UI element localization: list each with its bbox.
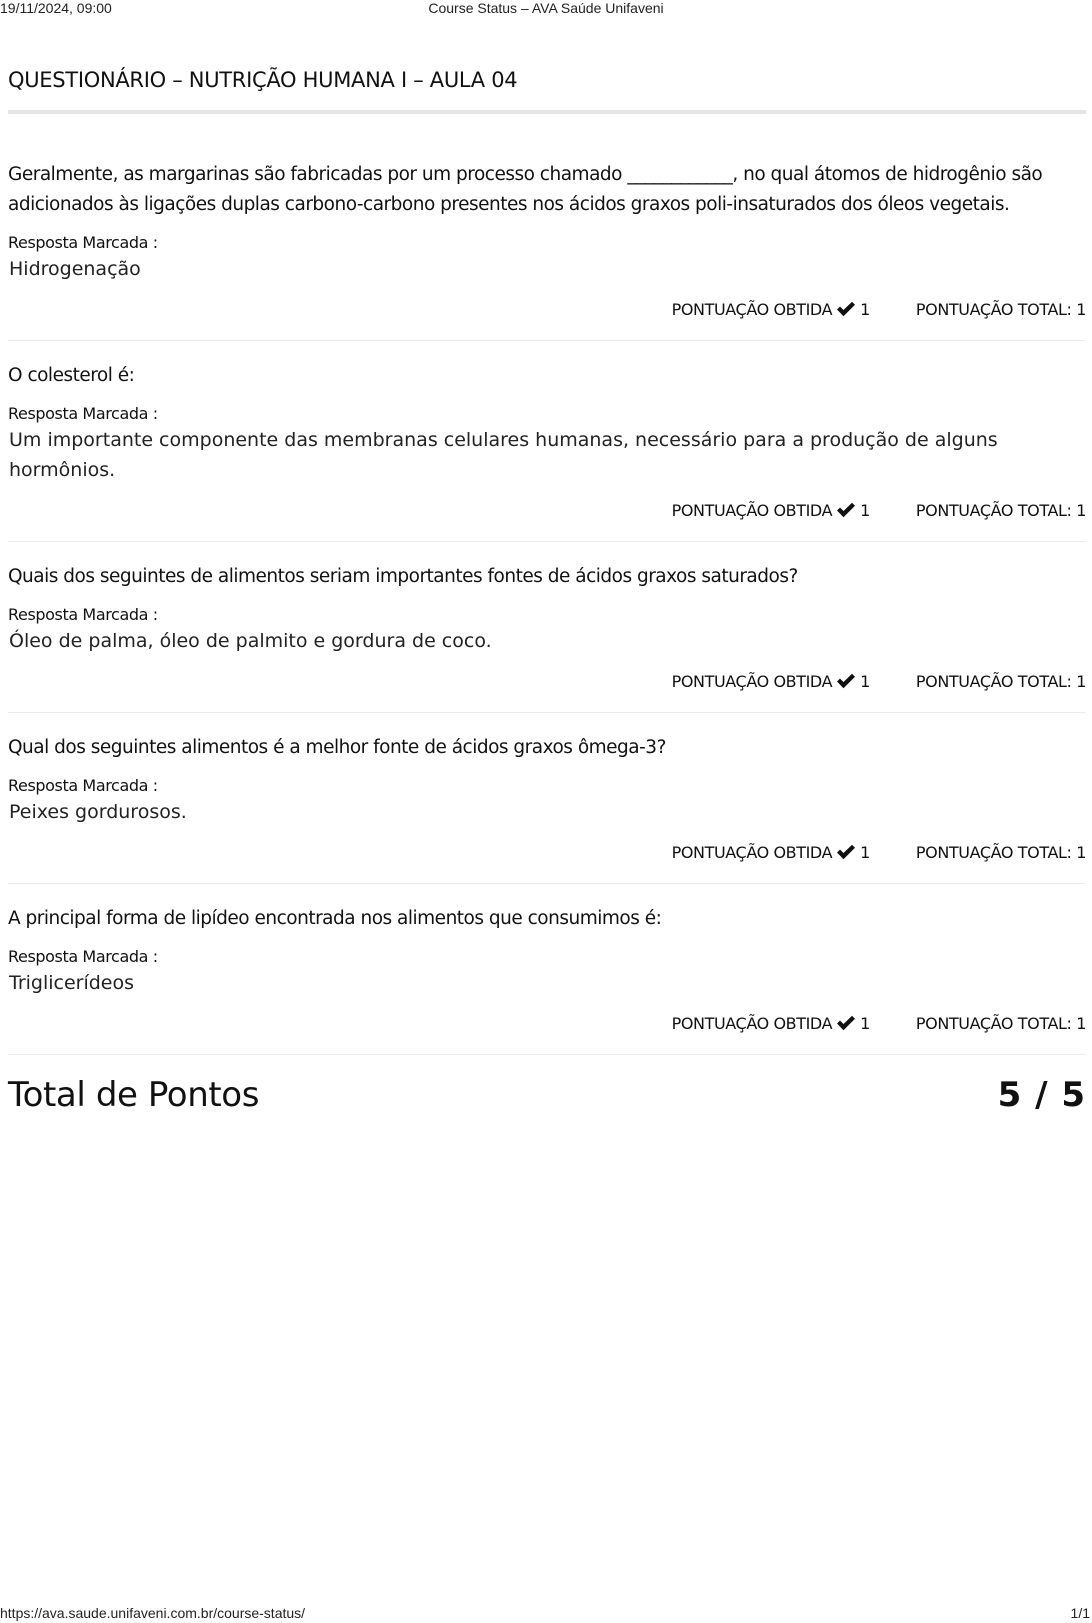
print-url: https://ava.saude.unifaveni.com.br/course-status/ xyxy=(0,1605,306,1621)
check-icon xyxy=(836,301,856,317)
score-obtained-label: PONTUAÇÃO OBTIDA xyxy=(671,299,833,319)
check-icon xyxy=(836,844,856,860)
course-status-content xyxy=(8,64,1086,1115)
score-total: PONTUAÇÃO TOTAL: 1 xyxy=(915,500,1086,520)
score-obtained-label: PONTUAÇÃO OBTIDA xyxy=(671,500,833,520)
score-total: PONTUAÇÃO TOTAL: 1 xyxy=(915,842,1086,862)
quiz-title: QUESTIONÁRIO – NUTRIÇÃO HUMANA I – AULA 04 xyxy=(8,64,1086,114)
question-text: Quais dos seguintes de alimentos seriam importantes fontes de ácidos graxos saturados? xyxy=(8,566,798,587)
question-item xyxy=(8,160,1086,341)
score-row xyxy=(8,664,1086,698)
score-obtained-value: 1 xyxy=(860,671,870,691)
score-row xyxy=(8,1006,1086,1040)
marked-answer: Hidrogenação xyxy=(9,258,141,280)
answer-label: Resposta Marcada : xyxy=(8,605,158,624)
total-points-label: Total de Pontos xyxy=(8,1075,260,1115)
check-icon xyxy=(836,673,856,689)
marked-answer: Peixes gordurosos. xyxy=(9,801,187,823)
question-item xyxy=(8,904,1086,1055)
score-row xyxy=(8,292,1086,326)
print-document-title: Course Status – AVA Saúde Unifaveni xyxy=(428,0,664,16)
score-obtained xyxy=(672,300,870,319)
score-obtained-value: 1 xyxy=(860,500,870,520)
question-item xyxy=(8,361,1086,542)
question-text: Qual dos seguintes alimentos é a melhor fonte de ácidos graxos ômega-3? xyxy=(8,737,666,758)
score-total: PONTUAÇÃO TOTAL: 1 xyxy=(915,299,1086,319)
score-obtained-label: PONTUAÇÃO OBTIDA xyxy=(671,1013,833,1033)
question-item xyxy=(8,733,1086,884)
question-text: Geralmente, as margarinas são fabricadas por um processo chamado ____________, no qual átomos de hidrogênio são adicionados às ligações duplas carbono-carbono presentes nos ácidos graxos poli-insaturados dos óleos vegetais. xyxy=(8,164,1043,215)
print-page-number: 1/1 xyxy=(1070,1605,1090,1621)
score-obtained xyxy=(672,843,870,862)
question-text: A principal forma de lipídeo encontrada nos alimentos que consumimos é: xyxy=(8,908,662,929)
answer-label: Resposta Marcada : xyxy=(8,404,158,423)
score-obtained-value: 1 xyxy=(860,1013,870,1033)
total-points-value: 5 / 5 xyxy=(997,1075,1086,1115)
question-list xyxy=(8,160,1086,1055)
print-footer xyxy=(0,1605,1092,1623)
marked-answer: Um importante componente das membranas celulares humanas, necessário para a produção de alguns hormônios. xyxy=(9,429,998,481)
score-obtained-label: PONTUAÇÃO OBTIDA xyxy=(671,842,833,862)
score-obtained-value: 1 xyxy=(860,299,870,319)
score-total: PONTUAÇÃO TOTAL: 1 xyxy=(915,671,1086,691)
score-obtained xyxy=(672,501,870,520)
check-icon xyxy=(836,1015,856,1031)
score-obtained-label: PONTUAÇÃO OBTIDA xyxy=(671,671,833,691)
answer-label: Resposta Marcada : xyxy=(8,776,158,795)
answer-label: Resposta Marcada : xyxy=(8,233,158,252)
score-row xyxy=(8,493,1086,527)
score-total: PONTUAÇÃO TOTAL: 1 xyxy=(915,1013,1086,1033)
score-obtained xyxy=(672,1014,870,1033)
marked-answer: Triglicerídeos xyxy=(9,972,135,994)
question-item xyxy=(8,562,1086,713)
answer-label: Resposta Marcada : xyxy=(8,947,158,966)
print-datetime: 19/11/2024, 09:00 xyxy=(0,0,112,16)
question-text: O colesterol é: xyxy=(8,365,135,386)
print-header xyxy=(0,0,1092,18)
score-row xyxy=(8,835,1086,869)
total-points xyxy=(8,1075,1086,1115)
check-icon xyxy=(836,502,856,518)
marked-answer: Óleo de palma, óleo de palmito e gordura de coco. xyxy=(9,630,492,652)
score-obtained-value: 1 xyxy=(860,842,870,862)
score-obtained xyxy=(672,672,870,691)
